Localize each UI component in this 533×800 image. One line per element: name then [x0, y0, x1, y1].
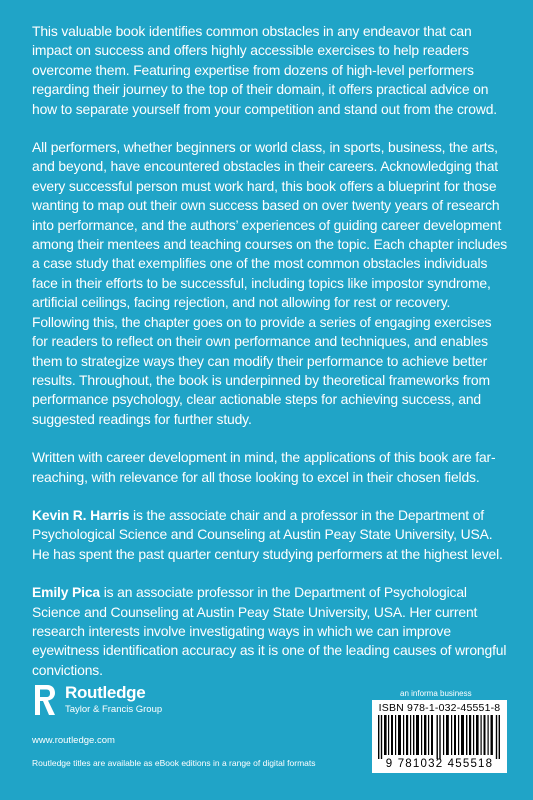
description-block [32, 22, 510, 699]
barcode-icon [378, 715, 501, 759]
author-bio-1 [32, 506, 510, 564]
isbn-label: ISBN 978-1-032-45551-8 [378, 702, 501, 714]
routledge-logo-icon [32, 683, 58, 717]
description-paragraph-1: This valuable book identifies common obstacles in any endeavor that can impact on success and offers highly accessible exercises to help readers overcome them. Featuring expertise from dozens of high-level performers regarding their journey to the top of their domain, it offers practical advice on how to separate yourself from your competition and stand out from the crowd. [32, 23, 497, 117]
description-paragraph-2: All performers, whether beginners or world class, in sports, business, the arts, and beyond, have encountered obstacles in their careers. Acknowledging that every successful person must work hard, this book offers a blueprint for those wanting to map out their own success based on over twenty years of research into performance, and the authors’ experiences of guiding career development among their mentees and teaching courses on the topic. Each chapter includes a case study that exemplifies one of the most common obstacles individuals face in their efforts to be successful, including topics like impostor syndrome, artificial ceilings, facing rejection, and not allowing for rest or recovery. Following this, the chapter goes on to provide a series of engaging exercises for readers to reflect on their own performance and techniques, and enables them to strategize ways they can modify their performance to achieve better results. Throughout, the book is underpinned by theoretical frameworks from performance psychology, clear actionable steps for achieving success, and suggested readings for further study. [32, 139, 508, 427]
informa-label: an informa business [400, 689, 472, 698]
description-paragraph-3: Written with career development in mind, the applications of this book are far-reaching, with relevance for all those looking to excel in their chosen fields. [32, 449, 496, 485]
publisher-name: Routledge [65, 683, 146, 702]
publisher-subtitle: Taylor & Francis Group [65, 704, 163, 715]
author-bio-text-2: is an associate professor in the Department of Psychological Science and Counseling at Austin Peay State University, USA. Her current research interests involve investigating ways in which we can improve eyewitness identification accuracy as it is one of the leading causes of wrongful convictions. [32, 584, 507, 678]
author-name-2: Emily Pica [32, 584, 100, 601]
author-name-1: Kevin R. Harris [32, 506, 130, 523]
barcode-digits: 9 781032 455518 [385, 758, 494, 770]
barcode-panel [372, 700, 507, 773]
author-bio-2 [32, 583, 510, 680]
author-bio-text-1: is the associate chair and a professor in the Department of Psychological Science and Counseling at Austin Peay State University, USA. He has spent the past quarter century studying performers at the highest level. [32, 506, 503, 562]
publisher-block [32, 683, 232, 746]
ebook-footnote: Routledge titles are available as eBook editions in a range of digital formats [32, 758, 316, 768]
publisher-url[interactable]: www.routledge.com [32, 735, 115, 746]
